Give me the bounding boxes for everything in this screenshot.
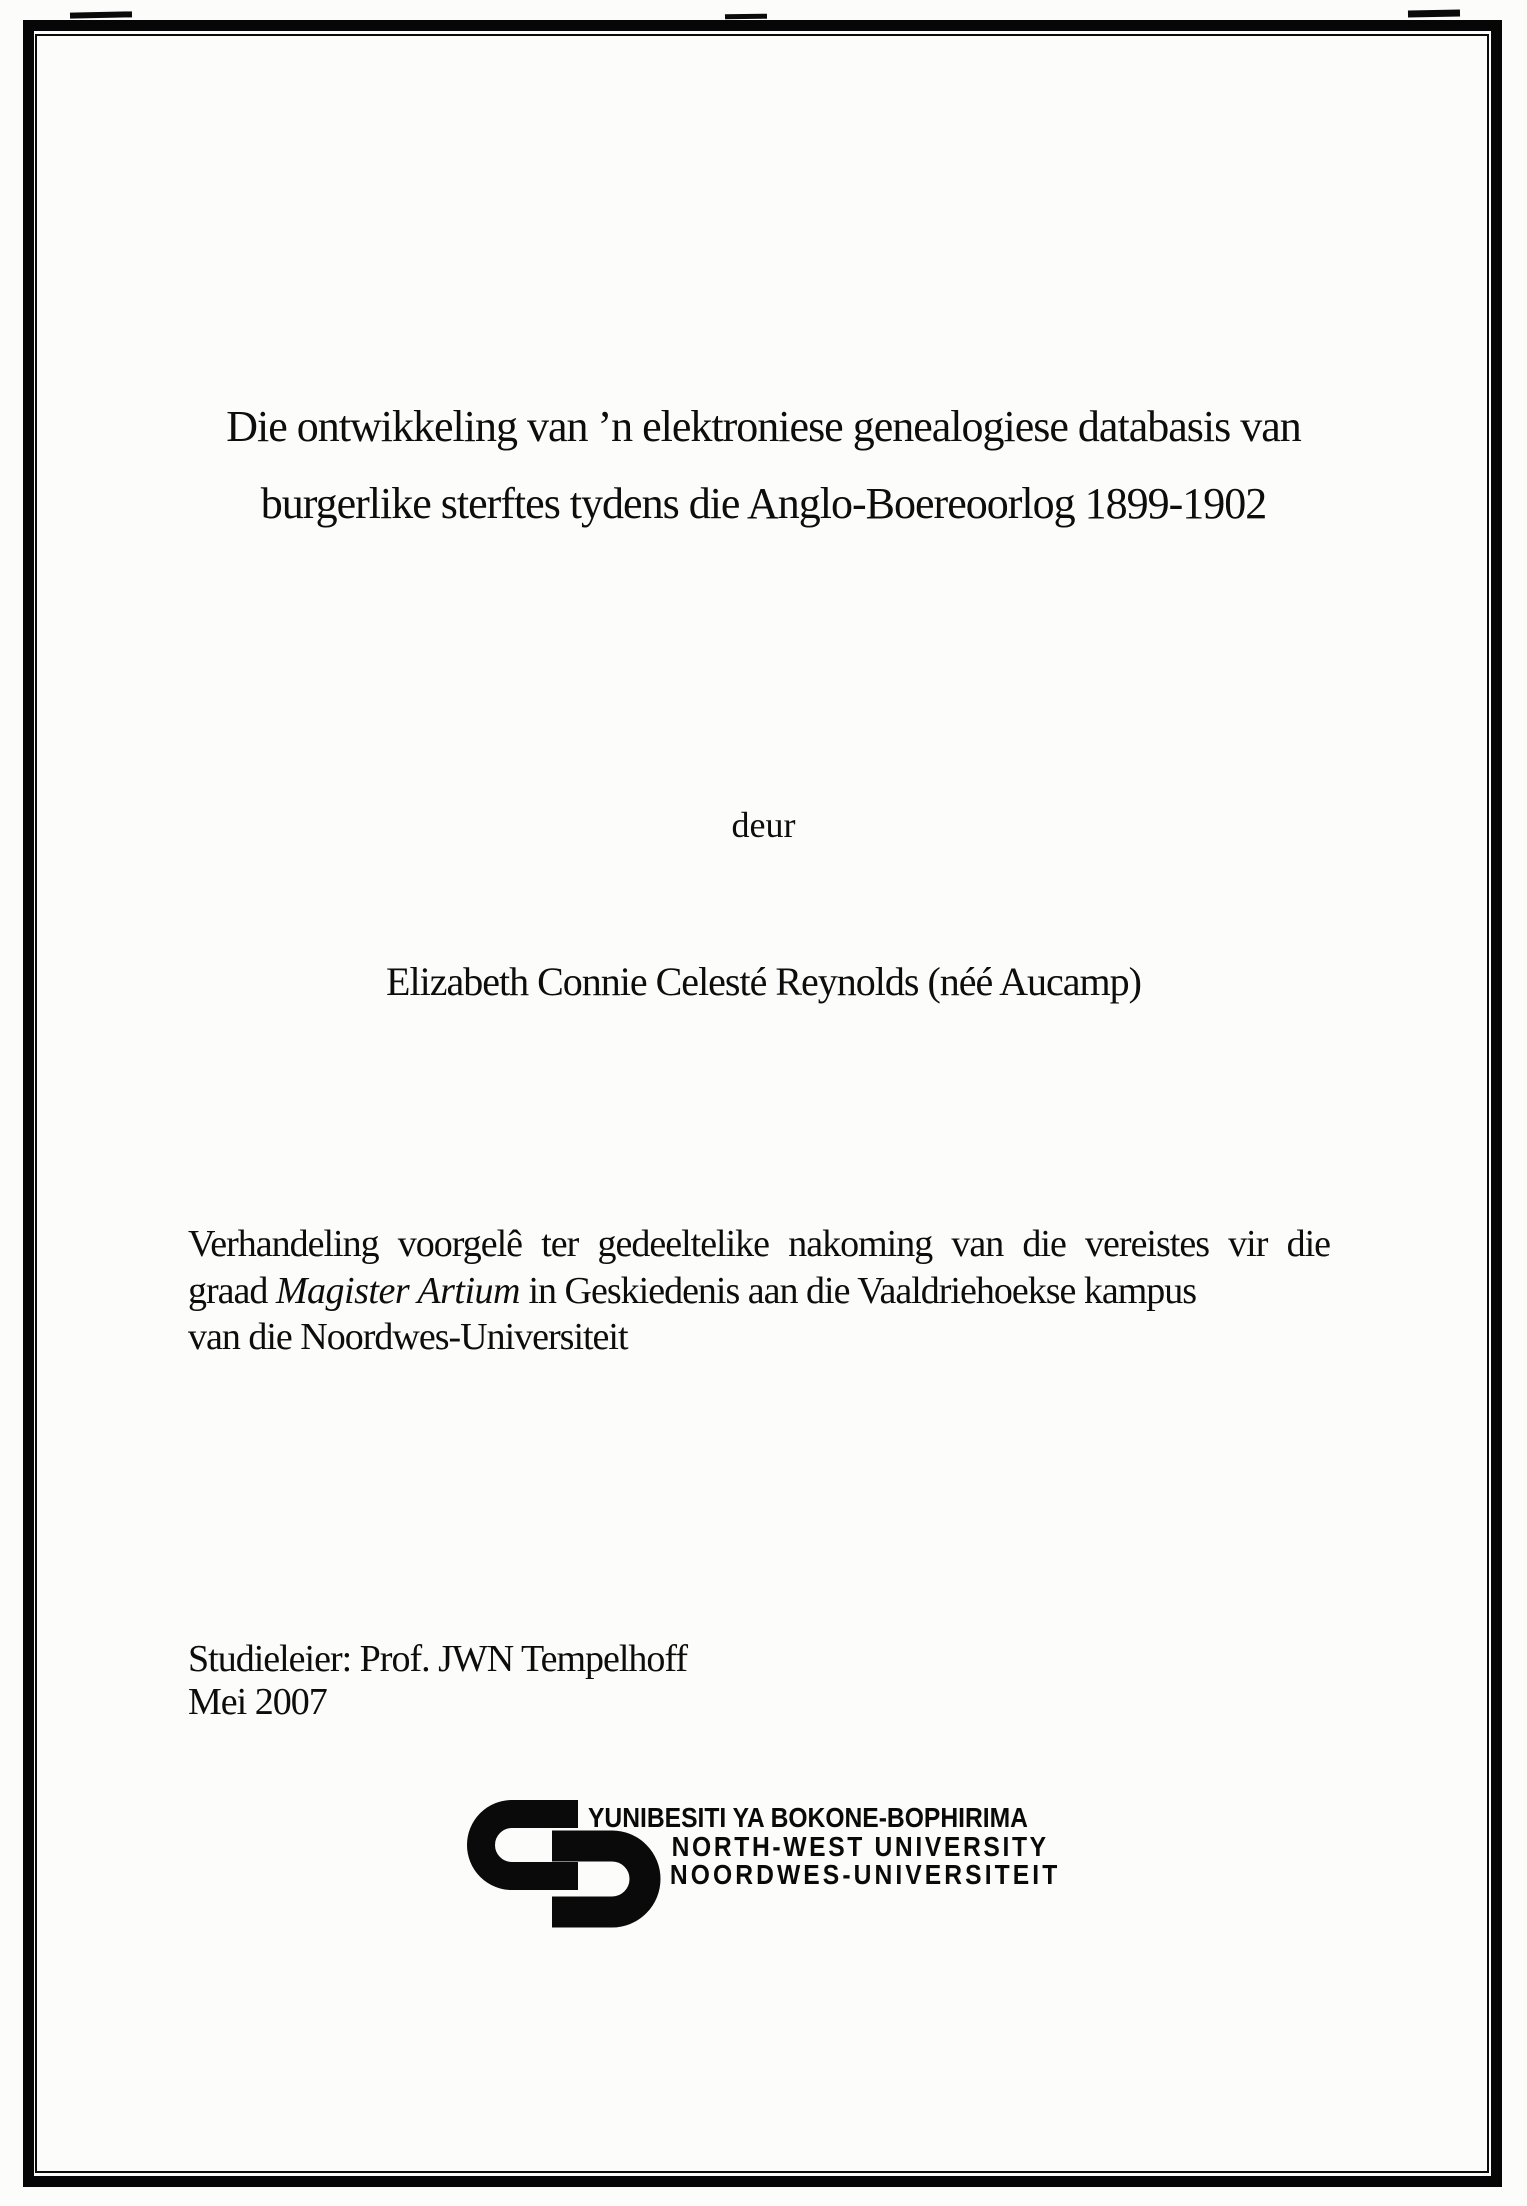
declaration-line1: Verhandeling voorgelê ter gedeeltelike nakoming van die vereistes vir die <box>188 1223 1330 1265</box>
scan-artifact <box>1408 10 1460 18</box>
thesis-title-line1: Die ontwikkeling van ’n elektroniese genealogiese databasis van <box>226 402 1301 451</box>
declaration-line2 <box>188 1268 1330 1315</box>
supervisor-line: Studieleier: Prof. JWN Tempelhoff <box>188 1638 688 1680</box>
logo-text-setswana: YUNIBESITI YA BOKONE-BOPHIRIMA <box>588 1802 1028 1833</box>
thesis-title <box>110 388 1417 542</box>
scan-artifact <box>725 14 767 20</box>
declaration-line3: van die Noordwes-Universiteit <box>188 1316 628 1358</box>
university-logo-text <box>588 1804 1060 1890</box>
supervisor-block <box>188 1638 687 1724</box>
declaration-line2-prefix: graad <box>188 1269 276 1312</box>
declaration-line2-suffix: in Geskiedenis aan die Vaaldriehoekse kampus <box>519 1269 1197 1312</box>
degree-name-italic: Magister Artium <box>275 1269 520 1312</box>
author-name: Elizabeth Connie Celesté Reynolds (néé Aucamp) <box>386 959 1141 1004</box>
byline-label: deur <box>731 805 796 845</box>
scan-artifact <box>70 11 132 18</box>
thesis-title-line2: burgerlike sterftes tydens die Anglo-Boereoorlog 1899-1902 <box>260 479 1267 528</box>
date-line: Mei 2007 <box>188 1681 327 1723</box>
degree-declaration <box>188 1221 1330 1361</box>
logo-text-english: NORTH-WEST UNIVERSITY <box>671 1830 1049 1862</box>
logo-text-afrikaans: NOORDWES-UNIVERSITEIT <box>669 1859 1061 1891</box>
